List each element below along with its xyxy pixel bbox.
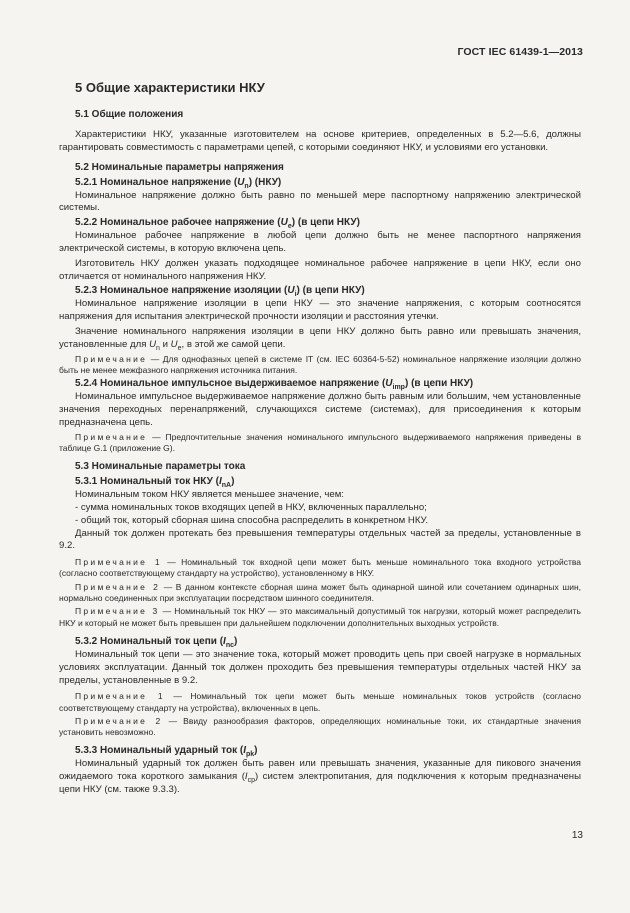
section-5-2-2-paragraph-2: Изготовитель НКУ должен указать подходящее номинальное рабочее напряжение в цепи НКУ, если оно отличается от номинального напряжения НКУ. — [59, 257, 581, 282]
section-5-1-paragraph: Характеристики НКУ, указанные изготовителем на основе критериев, определенных в 5.2—5.6, должны гарантировать совместимость с параметрами цепей, с которыми соединяют НКУ, и условиями его установки. — [59, 129, 581, 153]
section-5-3-1-paragraph-2: Данный ток должен протекать без превышения температуры отдельных частей за пределы, установленные в 9.2. — [59, 527, 581, 552]
page-number: 13 — [571, 830, 583, 841]
section-5-3-1-note-2: Примечание 2 — В данном контексте сборная шина может быть одинарной шиной или сочетанием одинарных шин, нормально соединенных при эксплуатации посредством шинного соединителя. — [59, 581, 582, 604]
section-5-2-1-paragraph: Номинальное напряжение должно быть равно по меньшей мере паспортному напряжению электрической системы. — [59, 189, 581, 214]
section-5-2-3-paragraph-2: Значение номинального напряжения изоляции в цепи НКУ должно быть равно или превышать значения, установленные для $U_n$ и $U_e$, в этой же самой цепи. — [59, 325, 581, 352]
section-5-2-4-title: 5.2.4 Номинальное импульсное выдерживаемое напряжение $(U_{imp})$ (в цепи НКУ) — [75, 378, 474, 392]
section-5-2-4-paragraph: Номинальное импульсное выдерживаемое напряжение должно быть равным или большим, чем установленные значения переходных перенапряжений, случающихся системе (системах), для присоединения к которым предназначена цепь. — [59, 391, 581, 428]
section-5-3-2-title: 5.3.2 Номинальный ток цепи $(I_{nc})$ — [75, 635, 238, 649]
section-5-2-3-note: Примечание — Для однофазных цепей в системе IT (см. IEC 60364-5-52) номинальное напряжение изоляции должно быть не менее межфазного напряжения источника питания. — [59, 353, 581, 375]
section-5-2-title: 5.2 Номинальные параметры напряжения — [75, 161, 284, 173]
list-item: - сумма номинальных токов входящих цепей в НКУ, включенных параллельно; — [75, 501, 427, 513]
list-item: - общий ток, который сборная шина способна распределить в конкретном НКУ. — [75, 514, 428, 526]
section-5-3-1-note-3: Примечание 3 — Номинальный ток НКУ — это максимальный допустимый ток нагрузки, который может распределить НКУ и который не может быть превышен при дальнейшем подключении дополнительных выходных устройств. — [59, 606, 581, 628]
section-5-3-1-note-1: Примечание 1 — Номинальный ток входной цепи может быть меньше номинального тока входного устройства (согласно соответствующему стандарту на устройство), установленному в НКУ. — [59, 557, 582, 579]
section-5-1-title: 5.1 Общие положения — [75, 109, 184, 120]
section-5-2-1-title: 5.2.1 Номинальное напряжение $(U_n)$ (НКУ) — [75, 176, 282, 190]
section-5-3-1-paragraph-1: Номинальным током НКУ является меньшее значение, чем: — [75, 489, 344, 501]
page-content — [59, 80, 581, 799]
section-5-2-4-note: Примечание — Предпочтительные значения номинального импульсного выдерживаемого напряжения приведены в таблице G.1 (приложение G). — [59, 431, 581, 453]
standard-code: ГОСТ IEC 61439-1—2013 — [457, 46, 583, 58]
section-5-3-3-paragraph: Номинальный ударный ток должен быть равен или превышать значения, указанные для пикового значения ожидаемого тока короткого замыкания $(I_{cp})$ систем электропитания, для подключения к которым предназначены цепи НКУ (см. также 9.3.3). — [59, 758, 581, 796]
section-5-3-2-note-2: Примечание 2 — Ввиду разнообразия факторов, определяющих номинальные токи, их стандартные значения установить невозможно. — [59, 715, 582, 738]
section-5-2-3-title: 5.2.3 Номинальное напряжение изоляции $(U_i)$ (в цепи НКУ) — [75, 285, 365, 299]
section-5-2-2-title: 5.2.2 Номинальное рабочее напряжение $(U_e)$ (в цепи НКУ) — [75, 217, 360, 231]
section-5-title: 5 Общие характеристики НКУ — [75, 80, 265, 95]
section-5-2-2-paragraph-1: Номинальное рабочее напряжение в любой цепи должно быть не менее паспортного напряжения электрической системы, в которую включена цепь. — [59, 230, 581, 254]
section-5-3-3-title: 5.3.3 Номинальный ударный ток $(I_{pk})$ — [75, 745, 258, 759]
section-5-3-1-title: 5.3.1 Номинальный ток НКУ $(I_{nA})$ — [75, 476, 235, 490]
section-5-3-2-paragraph: Номинальный ток цепи — это значение тока, который может проводить цепь при своей нагрузке в нормальных условиях эксплуатации. Данный ток должен проходить без превышения температуры отдельных частей НКУ за пределы, установленные в 9.2. — [59, 648, 581, 686]
section-5-3-2-note-1: Примечание 1 — Номинальный ток цепи может быть меньше номинальных токов устройств (согласно соответствующему стандарту на устройства), включенных в цепь. — [59, 691, 581, 713]
section-5-2-3-paragraph-1: Номинальное напряжение изоляции в цепи НКУ — это значение напряжения, с которым соотносятся напряжения для испытания электрической прочности изоляции и расстояния утечки. — [59, 298, 581, 323]
section-5-3-title: 5.3 Номинальные параметры тока — [75, 461, 246, 473]
